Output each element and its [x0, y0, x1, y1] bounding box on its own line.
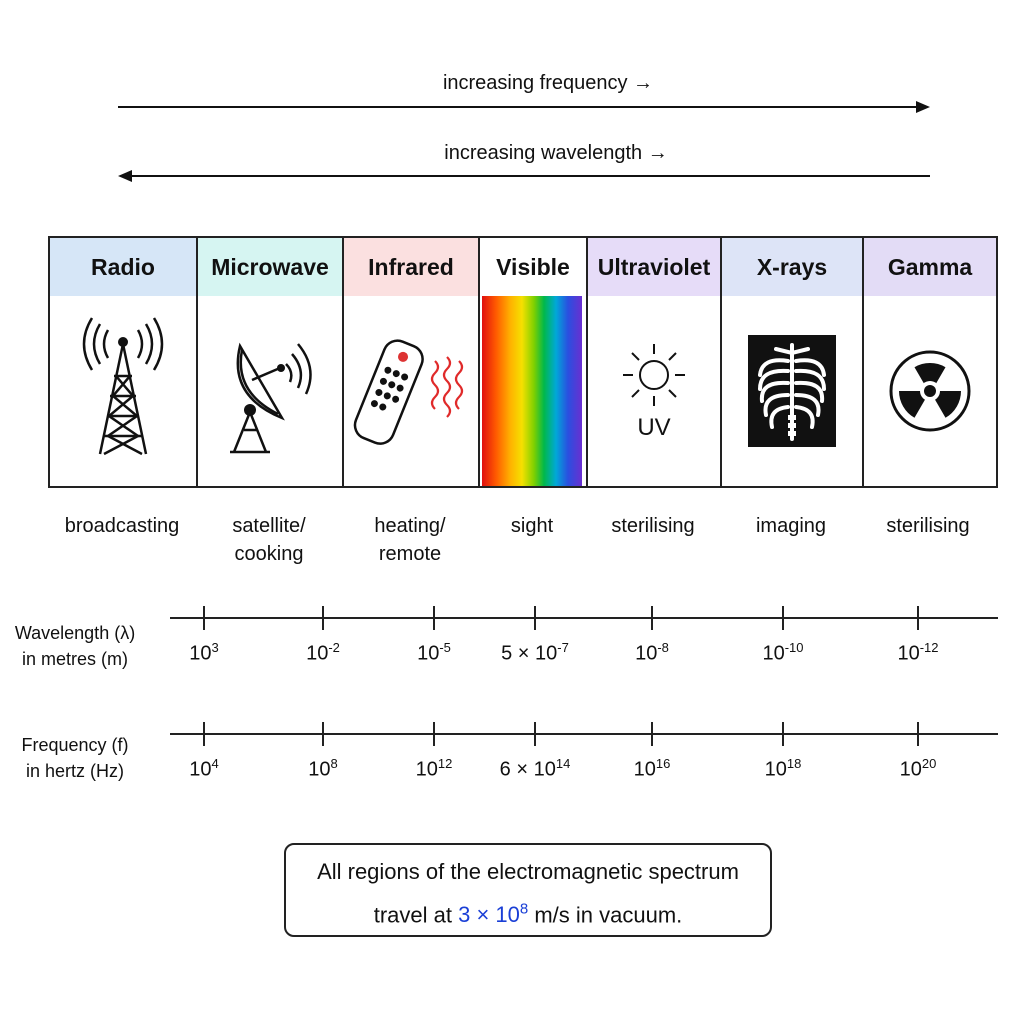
wavelength-tick: [917, 606, 919, 630]
satellite-dish-icon: [220, 326, 320, 456]
frequency-axis-line: [170, 733, 998, 735]
frequency-tick: [433, 722, 435, 746]
wavelength-tick-label: $10^{-8}$: [635, 640, 669, 665]
region-gamma: [864, 238, 996, 486]
speed-note-line2: travel at $3 \times 10^8$ m/s in vacuum.: [373, 901, 683, 928]
radiation-icon: [888, 349, 972, 433]
speed-note-box: [284, 843, 772, 937]
region-gamma-header: Gamma: [864, 238, 996, 296]
use-label-xrays: imaging: [755, 515, 827, 537]
wavelength-tick: [782, 606, 784, 630]
wavelength-tick-label: $5 \times 10^{-7}$: [501, 640, 569, 665]
region-infrared-header: Infrared: [344, 238, 478, 296]
use-label-gamma: sterilising: [886, 515, 970, 537]
xray-ribcage-icon: [748, 335, 836, 447]
rainbow-spectrum: [482, 296, 582, 486]
region-xrays: [722, 238, 864, 486]
remote-heat-icon: [351, 331, 471, 451]
radio-tower-icon: [78, 316, 168, 466]
frequency-tick: [917, 722, 919, 746]
frequency-tick-label: $10^4$: [189, 756, 219, 781]
wavelength-tick: [433, 606, 435, 630]
frequency-tick-label: $10^{18}$: [764, 756, 802, 781]
speed-of-light-value: $3 \times 10^8$: [458, 901, 529, 928]
frequency-tick-label: $6 \times 10^{14}$: [499, 756, 571, 781]
wavelength-tick: [203, 606, 205, 630]
frequency-arrowhead: [916, 101, 930, 113]
wavelength-tick-label: $10^3$: [189, 640, 219, 665]
frequency-tick-label: $10^{16}$: [633, 756, 671, 781]
region-infrared: [344, 238, 480, 486]
speed-note-line1: All regions of the electromagnetic spectrum: [317, 859, 739, 884]
region-ultraviolet-header: Ultraviolet: [588, 238, 720, 296]
frequency-tick-label: $10^{12}$: [415, 756, 453, 781]
use-label-microwave: satellite/ cooking: [232, 515, 306, 565]
region-microwave: [198, 238, 344, 486]
frequency-tick: [203, 722, 205, 746]
wavelength-tick: [651, 606, 653, 630]
spectrum-table: [48, 236, 998, 488]
region-radio-header: Radio: [50, 238, 196, 296]
frequency-arrow: [118, 106, 918, 108]
wavelength-tick-label: $10^{-5}$: [417, 640, 451, 665]
wavelength-tick: [534, 606, 536, 630]
frequency-tick: [534, 722, 536, 746]
wavelength-arrow: [130, 175, 930, 177]
frequency-axis-title: Frequency (f) in hertz (Hz): [21, 735, 129, 781]
region-visible: [480, 238, 588, 486]
frequency-tick: [782, 722, 784, 746]
use-label-ultraviolet: sterilising: [611, 515, 695, 537]
wavelength-axis-line: [170, 617, 998, 619]
region-visible-header: Visible: [480, 238, 586, 296]
wavelength-tick-label: $10^{-12}$: [897, 640, 939, 665]
uv-icon-label: UV: [637, 414, 671, 441]
wavelength-arrow-label: increasing wavelength →: [444, 142, 668, 164]
wavelength-axis-title: Wavelength (λ) in metres (m): [14, 623, 136, 669]
frequency-tick: [651, 722, 653, 746]
frequency-tick-label: $10^{20}$: [899, 756, 937, 781]
wavelength-arrowhead: [118, 170, 132, 182]
frequency-tick: [322, 722, 324, 746]
wavelength-tick-label: $10^{-2}$: [306, 640, 340, 665]
region-radio: [50, 238, 198, 486]
use-label-visible: sight: [510, 515, 554, 537]
region-ultraviolet: [588, 238, 722, 486]
wavelength-tick-label: $10^{-10}$: [762, 640, 804, 665]
sun-icon: [619, 340, 689, 410]
region-xrays-header: X-rays: [722, 238, 862, 296]
frequency-arrow-label: increasing frequency →: [442, 72, 654, 94]
wavelength-tick: [322, 606, 324, 630]
region-microwave-header: Microwave: [198, 238, 342, 296]
use-label-infrared: heating/ remote: [374, 515, 446, 565]
frequency-tick-label: $10^8$: [308, 756, 338, 781]
use-label-radio: broadcasting: [64, 515, 180, 537]
